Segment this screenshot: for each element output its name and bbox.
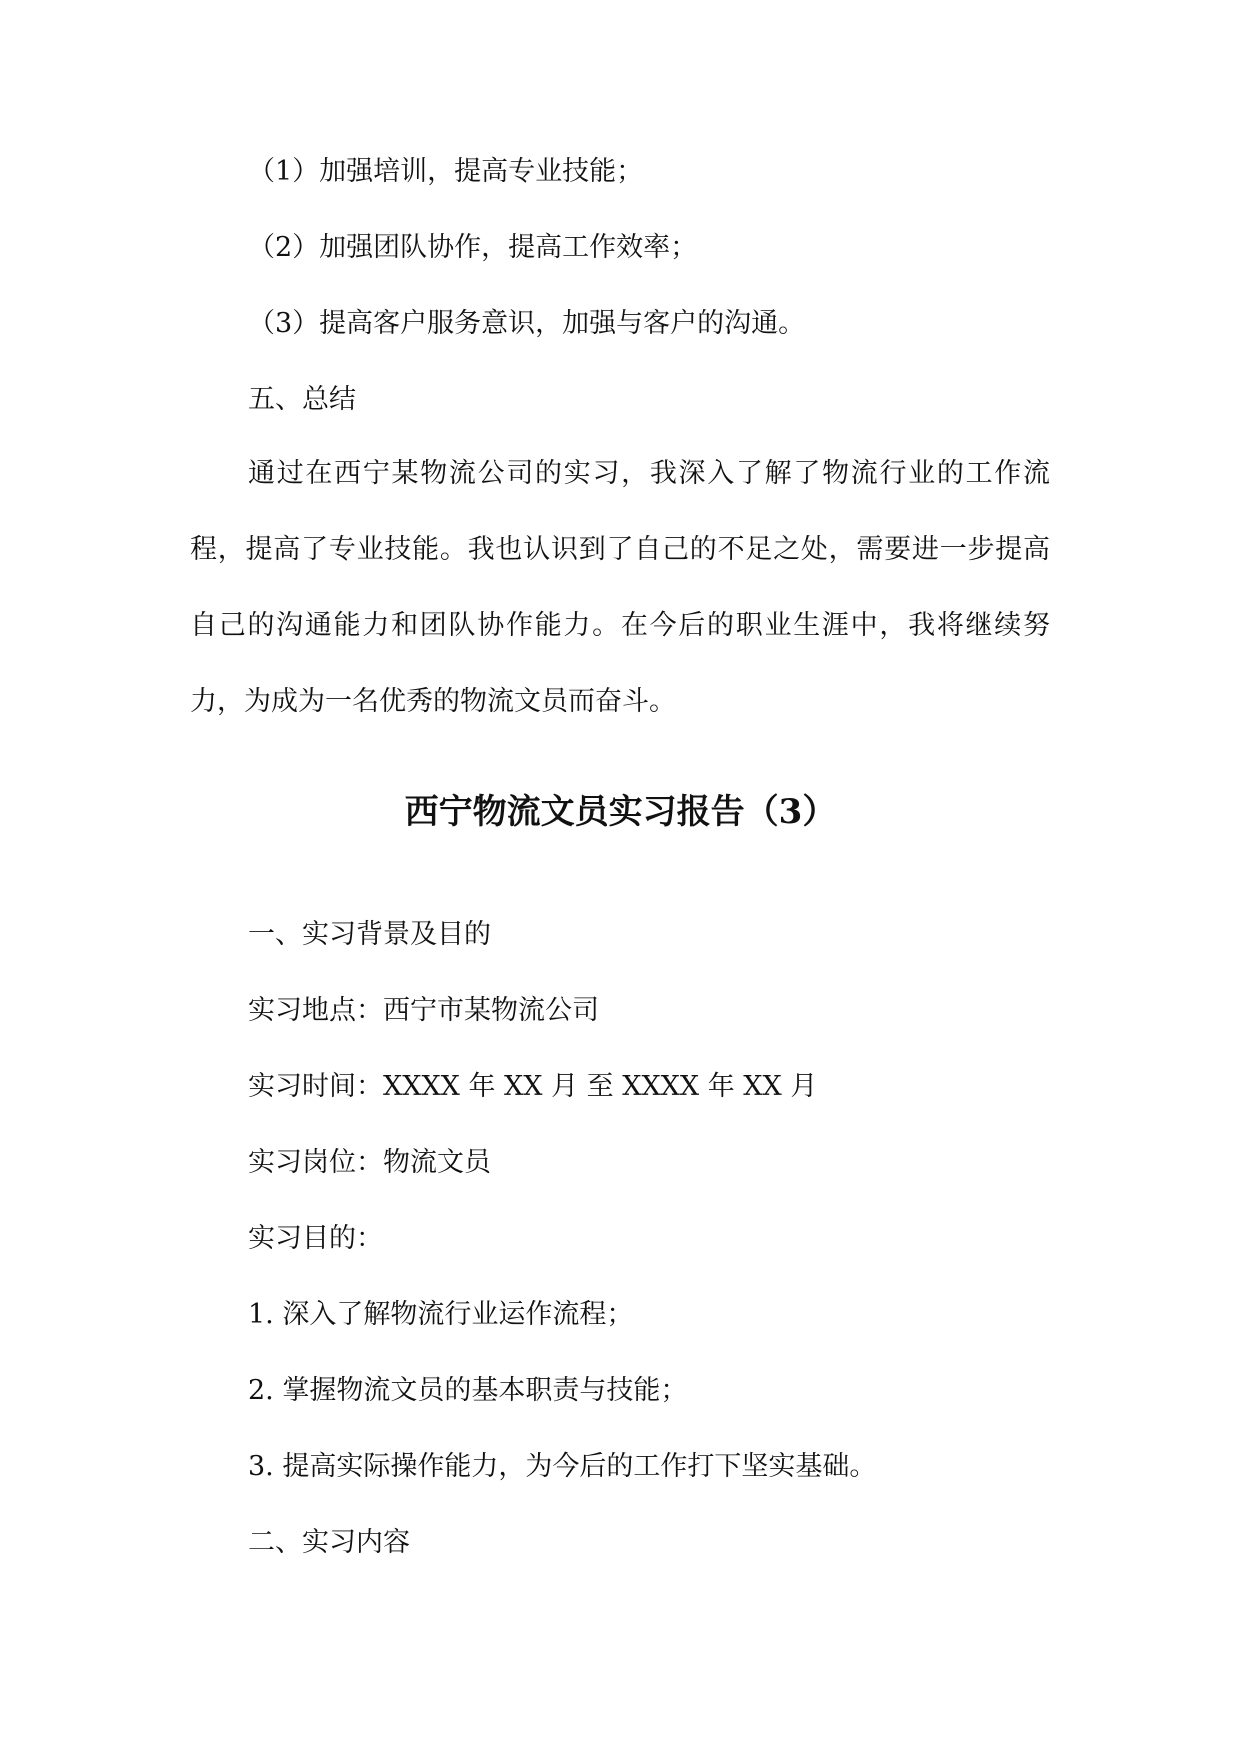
report-title: 西宁物流文员实习报告（3） bbox=[404, 792, 837, 832]
summary-paragraph: 通过在西宁某物流公司的实习，我深入了解了物流行业的工作流程，提高了专业技能。我也认识到了自己的不足之处，需要进一步提高自己的沟通能力和团队协作能力。在今后的职业生涯中，我将继续努力，为成为一名优秀的物流文员而奋斗。 bbox=[190, 458, 1050, 717]
purpose-item-3: 3. 提高实际操作能力，为今后的工作打下坚实基础。 bbox=[248, 1451, 877, 1482]
improvement-item-2: （2）加强团队协作，提高工作效率； bbox=[248, 232, 698, 263]
section-2-heading: 二、实习内容 bbox=[248, 1527, 410, 1558]
summary-heading: 五、总结 bbox=[248, 384, 356, 415]
internship-time: 实习时间：XXXX 年 XX 月 至 XXXX 年 XX 月 bbox=[248, 1071, 818, 1102]
improvement-item-1: （1）加强培训，提高专业技能； bbox=[248, 156, 644, 187]
improvement-item-3: （3）提高客户服务意识，加强与客户的沟通。 bbox=[248, 308, 806, 339]
purpose-item-1: 1. 深入了解物流行业运作流程； bbox=[248, 1299, 634, 1330]
section-1-heading: 一、实习背景及目的 bbox=[248, 919, 491, 950]
internship-position: 实习岗位：物流文员 bbox=[248, 1147, 491, 1178]
purpose-item-2: 2. 掌握物流文员的基本职责与技能； bbox=[248, 1375, 688, 1406]
purpose-label: 实习目的： bbox=[248, 1223, 383, 1254]
internship-location: 实习地点：西宁市某物流公司 bbox=[248, 995, 599, 1026]
